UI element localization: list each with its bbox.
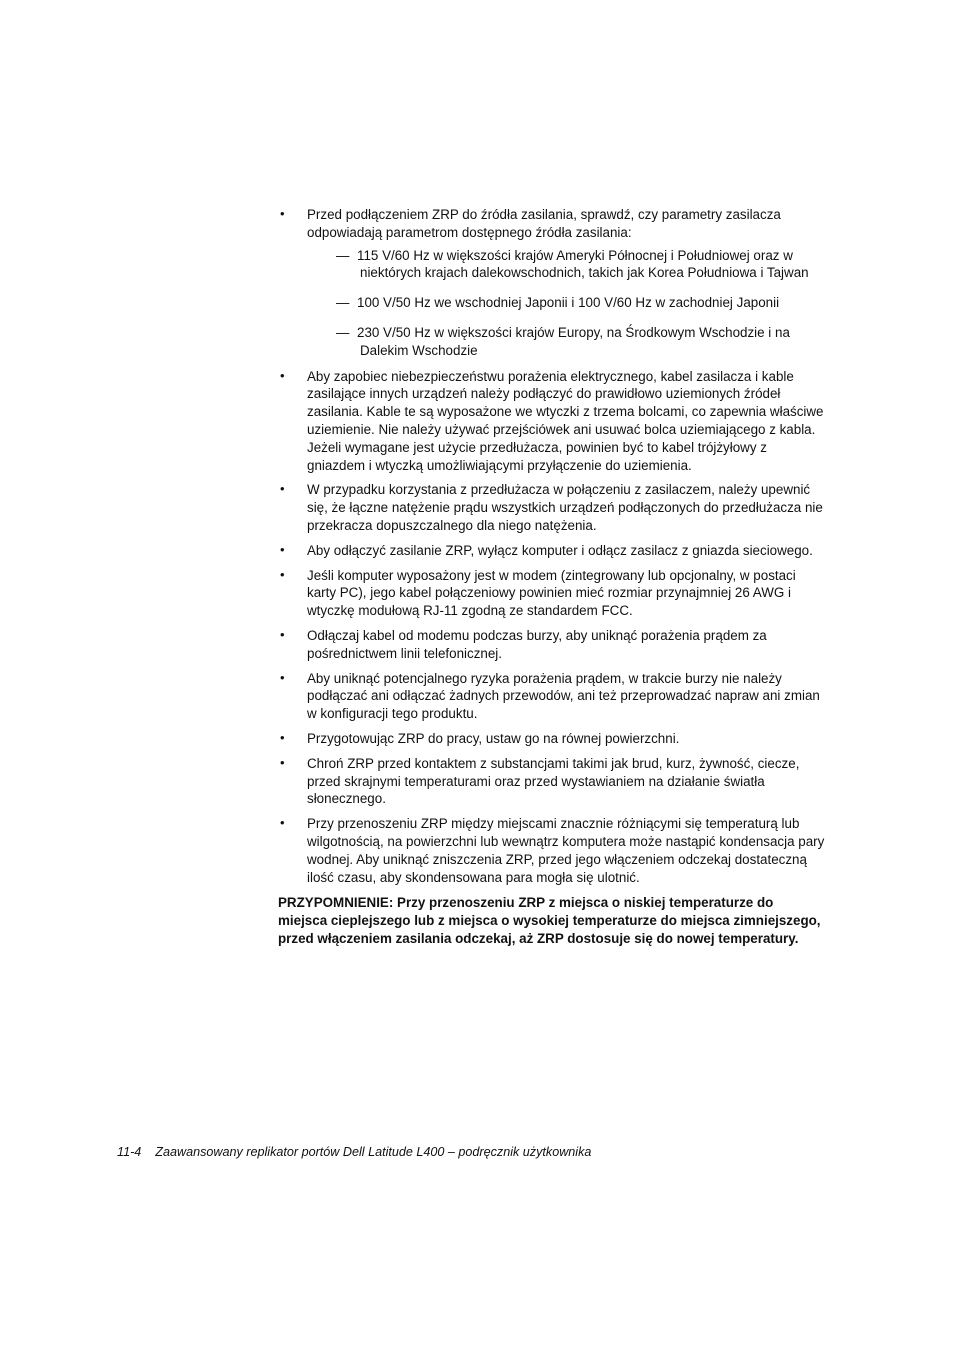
bullet-item-grounding [278,368,826,475]
page-footer [117,1145,591,1159]
dash-marker: — [336,247,350,263]
bullet-marker: • [280,626,285,642]
sub-item-text: 230 V/50 Hz w większości krajów Europy, na Środkowym Wschodzie i na Dalekim Wschodzie [357,324,790,358]
bullet-text: Przy przenoszeniu ZRP między miejscami znacznie różniącymi się temperaturą lub wilgotnością, na powierzchni lub wewnątrz komputera może nastąpić kondensacja pary wodnej. Aby uniknąć zniszczenia ZRP, przed jego włączeniem odczekaj dostateczną ilość czasu, aby skondensowana para mogła się ulotnić. [307,816,825,885]
bullet-item-extension-cord [278,481,826,534]
sub-item-voltage-japan [307,294,826,312]
bullet-marker: • [280,754,285,770]
bullet-marker: • [280,367,285,383]
sub-item-text: 100 V/50 Hz we wschodniej Japonii i 100 V/60 Hz w zachodniej Japonii [357,295,780,311]
footer-title: Zaawansowany replikator portów Dell Latitude L400 – podręcznik użytkownika [155,1145,592,1159]
bullet-marker: • [280,206,285,221]
bullet-item-protect [278,755,826,808]
bullet-text: Aby uniknąć potencjalnego ryzyka porażenia prądem, w trakcie burzy nie należy podłączać ani odłączać żadnych przewodów, ani też przeprowadzać napraw ani zmian w konfiguracji tego produktu. [307,670,820,722]
bullet-marker: • [280,481,285,497]
bullet-marker: • [280,566,285,582]
notice-paragraph: PRZYPOMNIENIE: Przy przenoszeniu ZRP z miejsca o niskiej temperaturze do miejsca cieplejszego lub z miejsca o wysokiej temperaturze do miejsca zimniejszego, przed włączeniem zasilania odczekaj, aż ZRP dostosuje się do nowej temperatury. [278,895,821,946]
bullet-item-storm-cables [278,670,826,723]
sub-item-text: 115 V/60 Hz w większości krajów Ameryki Północnej i Południowej oraz w niektórych krajach dalekowschodnich, takich jak Korea Południowa i Tajwan [357,247,809,281]
bullet-item-condensation [278,815,826,886]
bullet-marker: • [280,541,285,557]
bullet-marker: • [280,669,285,685]
voltage-sublist [307,247,826,360]
sub-item-voltage-europe [307,324,826,360]
bullet-text: Odłączaj kabel od modemu podczas burzy, aby uniknąć porażenia prądem za pośrednictwem linii telefonicznej. [307,627,767,661]
dash-marker: — [336,324,350,340]
bullet-item-modem-cable [278,567,826,620]
bullet-item-power-check [278,206,826,360]
page-number: 11-4 [117,1145,142,1159]
bullet-text: Aby odłączyć zasilanie ZRP, wyłącz komputer i odłącz zasilacz z gniazda sieciowego. [307,542,813,558]
bullet-text: Przed podłączeniem ZRP do źródła zasilania, sprawdź, czy parametry zasilacza odpowiadają parametrom dostępnego źródła zasilania: [307,207,781,240]
dash-marker: — [336,295,350,311]
bullet-text: Aby zapobiec niebezpieczeństwu porażenia elektrycznego, kabel zasilacza i kable zasilające innych urządzeń należy podłączyć do prawidłowo uziemionych źródeł zasilania. Kable te są wyposażone we wtyczki z trzema bolcami, co zapewnia właściwe uziemienie. Nie należy używać przejściówek ani usuwać bolca uziemiającego z kabla. Jeżeli wymagane jest użycie przedłużacza, powinien być to kabel trójżyłowy z gniazdem i wtyczką umożliwiającymi przyłączenie do uziemienia. [307,368,824,473]
bullet-text: Jeśli komputer wyposażony jest w modem (zintegrowany lub opcjonalny, w postaci karty PC), jego kabel połączeniowy powinien mieć rozmiar przynajmniej 26 AWG i wtyczkę modułową RJ-11 zgodną ze standardem FCC. [307,567,796,619]
bullet-marker: • [280,815,285,831]
bullet-marker: • [280,729,285,745]
bullet-item-level-surface [278,730,826,748]
bullet-text: Przygotowując ZRP do pracy, ustaw go na równej powierzchni. [307,730,680,746]
bullet-text: Chroń ZRP przed kontaktem z substancjami takimi jak brud, kurz, żywność, ciecze, przed skrajnymi temperaturami oraz przed wystawianiem na działanie światła słonecznego. [307,755,800,807]
bullet-item-storm-modem [278,627,826,663]
document-body [278,206,826,948]
sub-item-voltage-americas [307,247,826,283]
bullet-item-disconnect-power [278,542,826,560]
bullet-text: W przypadku korzystania z przedłużacza w połączeniu z zasilaczem, należy upewnić się, że łączne natężenie prądu wszystkich urządzeń podłączonych do przedłużacza nie przekracza dopuszczalnego dla niego natężenia. [307,482,823,533]
